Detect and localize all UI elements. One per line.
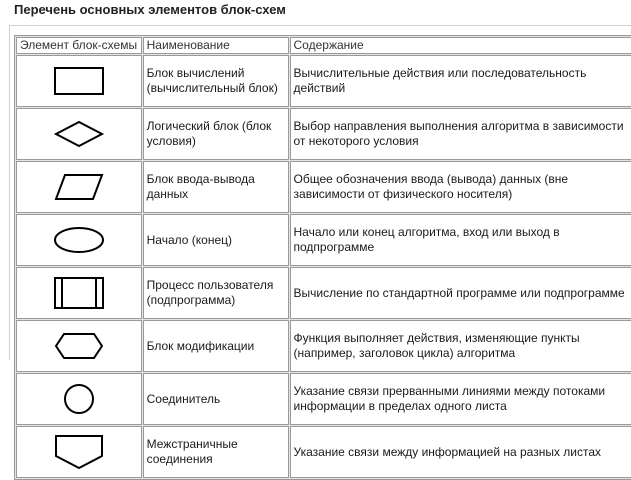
shape-cell	[16, 161, 142, 213]
element-name: Блок ввода-вывода данных	[143, 161, 289, 213]
table-header-row	[16, 37, 631, 54]
left-border	[9, 25, 10, 360]
table-row	[16, 426, 631, 478]
table-row	[16, 320, 631, 372]
element-name: Межстраничные соединения	[143, 426, 289, 478]
column-header-content: Содержание	[290, 37, 631, 54]
shape-cell	[16, 108, 142, 160]
hexagon-icon	[53, 331, 105, 361]
element-name: Блок модификации	[143, 320, 289, 372]
column-header-element: Элемент блок-схемы	[16, 37, 142, 54]
table-row	[16, 267, 631, 319]
page-title: Перечень основных элементов блок-схем	[14, 2, 286, 17]
divider	[9, 25, 631, 26]
ellipse-icon	[53, 225, 105, 255]
offpage-connector-icon	[53, 434, 105, 470]
element-description: Указание связи прерванными линиями между потоками информации в пределах одного листа	[290, 373, 631, 425]
element-description: Вычислительные действия или последовательность действий	[290, 55, 631, 107]
shape-cell	[16, 55, 142, 107]
shape-cell	[16, 214, 142, 266]
shape-cell	[16, 373, 142, 425]
shape-cell	[16, 267, 142, 319]
table-row	[16, 161, 631, 213]
element-description: Функция выполняет действия, изменяющие пункты (например, заголовок цикла) алгоритма	[290, 320, 631, 372]
element-description: Общее обозначения ввода (вывода) данных (вне зависимости от физического носителя)	[290, 161, 631, 213]
table-row	[16, 214, 631, 266]
predefined-process-icon	[54, 276, 104, 310]
element-description: Вычисление по стандартной программе или подпрограмме	[290, 267, 631, 319]
shape-cell	[16, 426, 142, 478]
circle-icon	[62, 382, 96, 416]
column-header-name: Наименование	[143, 37, 289, 54]
parallelogram-icon	[53, 172, 105, 202]
element-description: Начало или конец алгоритма, вход или выход в подпрограмме	[290, 214, 631, 266]
rectangle-icon	[54, 66, 104, 96]
table-row	[16, 55, 631, 107]
element-name: Процесс пользователя (подпрограмма)	[143, 267, 289, 319]
table-row	[16, 373, 631, 425]
element-name: Соединитель	[143, 373, 289, 425]
element-name: Начало (конец)	[143, 214, 289, 266]
element-description: Указание связи между информацией на разных листах	[290, 426, 631, 478]
element-name: Логический блок (блок условия)	[143, 108, 289, 160]
diamond-icon	[53, 119, 105, 149]
table-row	[16, 108, 631, 160]
flowchart-elements-table	[14, 35, 631, 480]
element-name: Блок вычислений (вычислительный блок)	[143, 55, 289, 107]
element-description: Выбор направления выполнения алгоритма в зависимости от некоторого условия	[290, 108, 631, 160]
shape-cell	[16, 320, 142, 372]
